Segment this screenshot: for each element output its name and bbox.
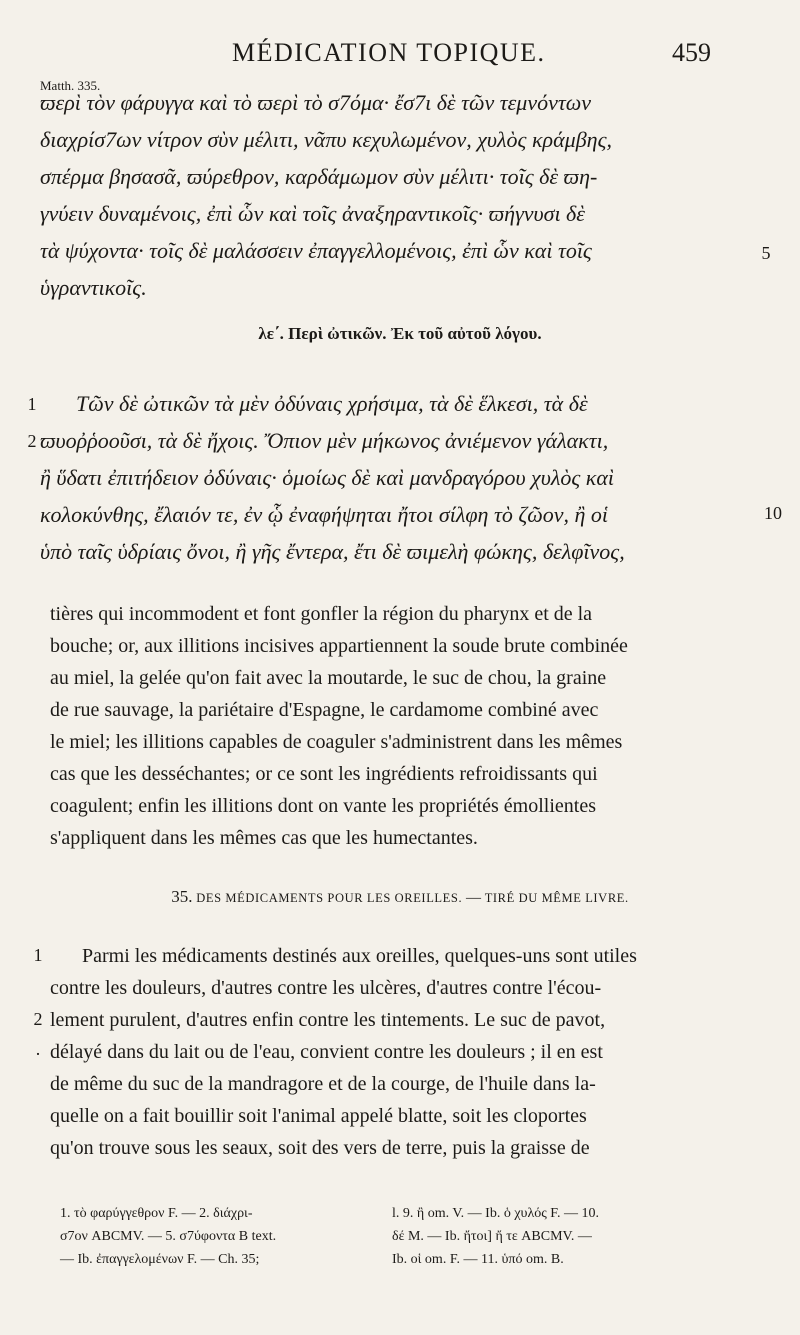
french-line: délayé dans du lait ou de l'eau, convient contre les douleurs ; il en est	[50, 1041, 603, 1063]
footnotes-right-column	[392, 1202, 599, 1271]
footnote-line: Ib. οἱ om. F. — 11. ὑπό om. B.	[392, 1252, 564, 1267]
french-line: cas que les desséchantes; or ce sont les ingrédients refroidissants qui	[50, 763, 598, 785]
chapter-separator: —	[465, 890, 481, 906]
chapter-source: TIRÉ DU MÊME LIVRE.	[484, 891, 629, 905]
greek-line: ϖυοῤῥοοῦσι, τὰ δὲ ἤχοις. Ὄπιον μὲν μήκωνος ἀνιέμενον γάλακτι,	[40, 428, 609, 453]
running-head-title: MÉDICATION TOPIQUE.	[232, 38, 546, 67]
greek-line: Τῶν δὲ ὠτικῶν τὰ μὲν ὀδύναις χρήσιμα, τὰ δὲ ἕλκεσι, τὰ δὲ	[76, 391, 588, 416]
chapter-title: DES MÉDICAMENTS POUR LES OREILLES.	[196, 891, 463, 905]
footnote-line: 1. τὸ φαρύγγεθρον F. — 2. διάχρι-	[60, 1206, 253, 1221]
french-line: qu'on trouve sous les seaux, soit des vers de terre, puis la graisse de	[50, 1137, 590, 1159]
greek-line: γνύειν δυναμένοις, ἐπὶ ὧν καὶ τοῖς ἀναξηραντικοῖς· ϖήγνυσι δὲ	[40, 201, 585, 226]
french-line: tières qui incommodent et font gonfler la région du pharynx et de la	[50, 603, 593, 625]
french-line: bouche; or, aux illitions incisives appartiennent la soude brute combinée	[50, 635, 628, 657]
greek-line: κολοκύνθης, ἔλαιόν τε, ἐν ᾧ ἐναφήψηται ἤτοι σίλφη τὸ ζῶον, ἢ οἱ	[40, 502, 609, 527]
margin-line-number: 5	[761, 243, 771, 263]
greek-line: τὰ ψύχοντα· τοῖς δὲ μαλάσσειν ἐπαγγελλομένοις, ἐπὶ ὧν καὶ τοῖς	[40, 238, 592, 263]
page-number: 459	[672, 38, 711, 67]
french-line: au miel, la gelée qu'on fait avec la moutarde, le suc de chou, la graine	[50, 667, 607, 689]
french-line: le miel; les illitions capables de coaguler s'administrent dans les mêmes	[50, 731, 623, 753]
greek-line: ὑπὸ ταῖς ὑδρίαις ὄνοι, ἢ γῆς ἔντερα, ἔτι δὲ ϖιμελὴ φώκης, δελφῖνος,	[40, 539, 625, 564]
french-line: coagulent; enfin les illitions dont on vante les propriétés émollientes	[50, 795, 596, 817]
margin-line-number: 1	[33, 945, 43, 965]
footnote-line: σ7ον ABCMV. — 5. σ7ύφοντα B text.	[60, 1229, 277, 1244]
margin-line-number: 2	[27, 431, 37, 451]
footnotes-left-column	[60, 1202, 276, 1271]
french-line: contre les douleurs, d'autres contre les ulcères, d'autres contre l'écou-	[50, 977, 602, 999]
french-line: Parmi les médicaments destinés aux oreilles, quelques-uns sont utiles	[82, 945, 637, 967]
margin-line-number: 2	[33, 1009, 43, 1029]
running-head	[0, 38, 800, 78]
greek-line: ὑγραντικοῖς.	[40, 275, 147, 300]
greek-line: διαχρίσ7ων νίτρον σὺν μέλιτι, νᾶπυ κεχυλωμένον, χυλὸς κράμβης,	[40, 127, 612, 152]
french-paragraph-1	[40, 598, 752, 854]
french-line: de même du suc de la mandragore et de la courge, de l'huile dans la-	[50, 1073, 596, 1095]
footnote-line: δέ M. — Ib. ἤτοι] ἤ τε ABCMV. —	[392, 1229, 592, 1244]
french-line: lement purulent, d'autres enfin contre les tintements. Le suc de pavot,	[50, 1009, 606, 1031]
greek-chapter-heading: λε΄. Περὶ ὠτικῶν. Ἐκ τοῦ αὐτοῦ λόγου.	[258, 324, 542, 343]
margin-line-number: 1	[27, 394, 37, 414]
french-line: s'appliquent dans les mêmes cas que les humectantes.	[50, 827, 478, 849]
chapter-number: 35.	[171, 887, 193, 906]
margin-line-number: 10	[764, 503, 782, 523]
french-line: quelle on a fait bouillir soit l'animal appelé blatte, soit les cloportes	[50, 1105, 587, 1127]
greek-line: ἢ ὕδατι ἐπιτήδειον ὀδύναις· ὁμοίως δὲ καὶ μανδραγόρου χυλὸς καὶ	[40, 465, 615, 490]
greek-line: σπέρμα βησασᾶ, ϖύρεθρον, καρδάμωμον σὺν μέλιτι· τοῖς δὲ ϖη-	[40, 164, 598, 189]
french-line: de rue sauvage, la pariétaire d'Espagne, le cardamome combiné avec	[50, 699, 599, 721]
margin-mark: .	[35, 1039, 41, 1059]
greek-line: ϖερὶ τὸν φάρυγγα καὶ τὸ ϖερὶ τὸ σ7όμα· ἔσ7ι δὲ τῶν τεμνόντων	[40, 90, 592, 115]
greek-paragraph-2	[40, 385, 752, 570]
footnote-line: — Ib. ἐπαγγελομένων F. — Ch. 35;	[60, 1252, 260, 1267]
french-paragraph-2	[40, 940, 752, 1164]
french-chapter-heading	[0, 887, 800, 907]
greek-paragraph-1	[40, 84, 752, 306]
margin-reference: Matth. 335.	[40, 78, 101, 93]
footnote-line: l. 9. ἢ om. V. — Ib. ὁ χυλός F. — 10.	[392, 1206, 599, 1221]
